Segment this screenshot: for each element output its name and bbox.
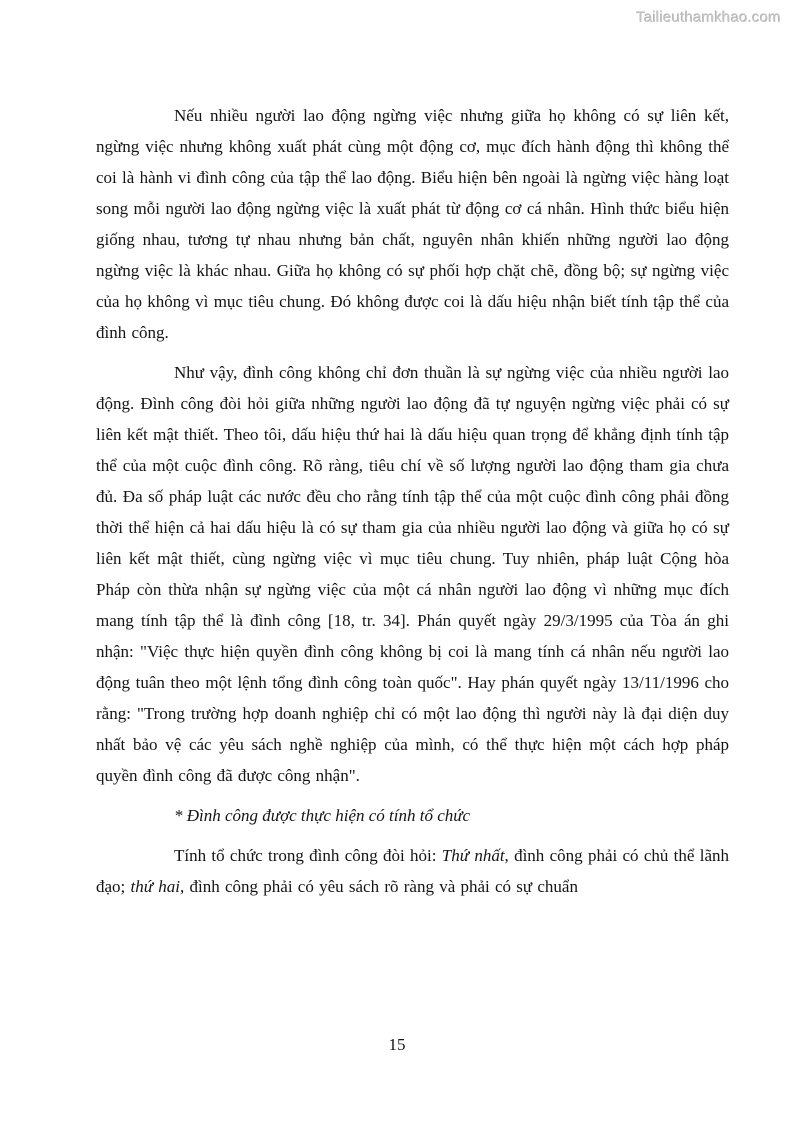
paragraph-1: Nếu nhiều người lao động ngừng việc nhưng giữa họ không có sự liên kết, ngừng việc nhưng không xuất phát cùng một động cơ, mục đích hành động thì không thể coi là hành vi đình công của tập thể lao động. Biểu hiện bên ngoài là ngừng việc hàng loạt song mỗi người lao động ngừng việc là xuất phát từ động cơ cá nhân. Hình thức biểu hiện giống nhau, tương tự nhau nhưng bản chất, nguyên nhân khiến những người lao động ngừng việc là khác nhau. Giữa họ không có sự phối hợp chặt chẽ, đồng bộ; sự ngừng việc của họ không vì mục tiêu chung. Đó không được coi là dấu hiệu nhận biết tính tập thể của đình công.	[96, 106, 729, 342]
paragraph-3-run-italic-2: thứ hai	[130, 877, 180, 896]
section-heading: * Đình công được thực hiện có tính tổ chức	[174, 806, 471, 825]
paragraph-3-run-3: , đình công phải có yêu sách rõ ràng và phải có sự chuẩn	[180, 877, 578, 896]
paragraph-2: Như vậy, đình công không chỉ đơn thuần là sự ngừng việc của nhiều người lao động. Đình công đòi hỏi giữa những người lao động đã tự nguyện ngừng việc phải có sự liên kết mật thiết. Theo tôi, dấu hiệu thứ hai là dấu hiệu quan trọng để khẳng định tính tập thể của một cuộc đình công. Rõ ràng, tiêu chí về số lượng người lao động tham gia chưa đủ. Đa số pháp luật các nước đều cho rằng tính tập thể của một cuộc đình công phải đồng thời thể hiện cả hai dấu hiệu là có sự tham gia của nhiều người lao động và giữa họ có sự liên kết mật thiết, cùng ngừng việc vì mục tiêu chung. Tuy nhiên, pháp luật Cộng hòa Pháp còn thừa nhận sự ngừng việc của một cá nhân người lao động vì những mục đích mang tính tập thể là đình công [18, tr. 34]. Phán quyết ngày 29/3/1995 của Tòa án ghi nhận: "Việc thực hiện quyền đình công không bị coi là mang tính cá nhân nếu người lao động tuân theo một lệnh tổng đình công toàn quốc". Hay phán quyết ngày 13/11/1996 cho rằng: "Trong trường hợp doanh nghiệp chỉ có một lao động thì người này là đại diện duy nhất bảo vệ các yêu sách nghề nghiệp của mình, có thể thực hiện một cách hợp pháp quyền đình công đã được công nhận".	[96, 363, 729, 785]
paragraph-3-run-italic-1: Thứ nhất	[441, 846, 505, 865]
paragraph-3-run-2: , đình công phải có chủ thể lãnh đạo;	[96, 846, 729, 896]
watermark-text: Tailieuthamkhao.com	[636, 9, 781, 26]
paragraph-3-run-1: Tính tổ chức trong đình công đòi hỏi:	[174, 846, 442, 865]
page-number: 15	[388, 1035, 406, 1054]
paragraph-3	[96, 840, 729, 902]
document-body	[96, 100, 729, 911]
